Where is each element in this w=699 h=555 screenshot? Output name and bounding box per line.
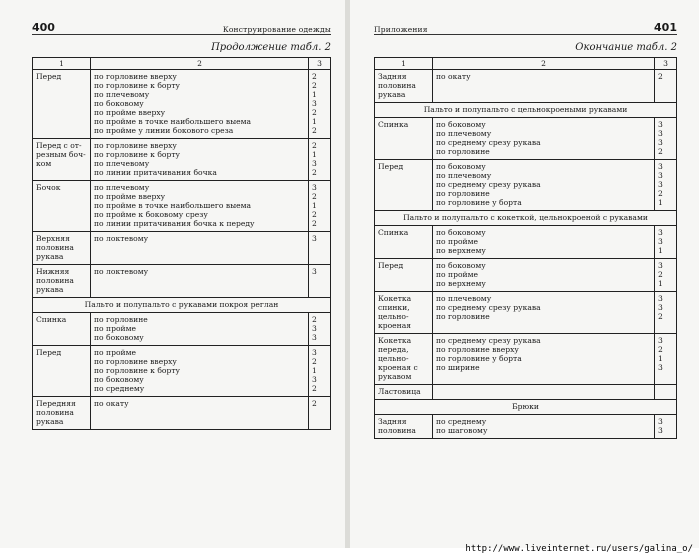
cut-name: по плечевому bbox=[436, 171, 492, 180]
cut-value: 2 bbox=[658, 345, 663, 354]
left-table-continuation: Продолжение табл. 2 bbox=[211, 42, 331, 53]
table-row bbox=[33, 397, 331, 430]
cut-value: 3 bbox=[658, 171, 663, 180]
cut-name: по пройме вверху bbox=[94, 108, 166, 117]
right-col-header-2: 2 bbox=[433, 58, 655, 70]
cut-name: по горловине вверху bbox=[436, 345, 519, 354]
cut-name: по горловине вверху bbox=[94, 141, 177, 150]
cut-name: по шаговому bbox=[436, 426, 488, 435]
table-row bbox=[375, 292, 677, 334]
cut-list bbox=[433, 385, 655, 400]
left-running-head bbox=[32, 20, 331, 35]
cut-name: по горловине bbox=[436, 312, 490, 321]
value-list bbox=[655, 259, 677, 292]
right-table-body bbox=[375, 70, 677, 439]
cut-value: 2 bbox=[312, 384, 317, 393]
cut-value: 3 bbox=[658, 363, 663, 372]
cut-list bbox=[91, 181, 309, 232]
section-title: Пальто и полупальто с рукавами покроя реглан bbox=[33, 298, 331, 313]
cut-value: 2 bbox=[312, 81, 317, 90]
cut-name: по плечевому bbox=[94, 90, 150, 99]
garment-part: Спинка bbox=[33, 313, 91, 346]
cut-name: по горловине вверху bbox=[94, 72, 177, 81]
garment-part: Спинка bbox=[375, 226, 433, 259]
garment-part: Бочок bbox=[33, 181, 91, 232]
table-section-row bbox=[375, 211, 677, 226]
cut-value: 3 bbox=[312, 267, 317, 276]
cut-name: по окату bbox=[436, 72, 471, 81]
value-list bbox=[309, 346, 331, 397]
cut-value: 2 bbox=[312, 168, 317, 177]
cut-value: 3 bbox=[658, 237, 663, 246]
value-list bbox=[655, 292, 677, 334]
table-row bbox=[33, 346, 331, 397]
cut-name: по горловине к борту bbox=[94, 81, 180, 90]
cut-value: 2 bbox=[312, 357, 317, 366]
cut-value: 1 bbox=[658, 246, 663, 255]
cut-value: 1 bbox=[312, 201, 317, 210]
right-page-number: 401 bbox=[654, 21, 677, 34]
value-list bbox=[309, 70, 331, 139]
cut-value: 3 bbox=[658, 261, 663, 270]
cut-name: по плечевому bbox=[436, 294, 492, 303]
cut-name: по горловине bbox=[436, 189, 490, 198]
cut-name: по среднему срезу рукава bbox=[436, 303, 541, 312]
value-list bbox=[309, 232, 331, 265]
cut-name: по среднему bbox=[436, 417, 487, 426]
cut-list bbox=[433, 160, 655, 211]
garment-part: Спинка bbox=[375, 118, 433, 160]
right-running-title: Приложения bbox=[374, 25, 428, 34]
cut-name: по боковому bbox=[94, 99, 144, 108]
cut-name: по верхнему bbox=[436, 279, 486, 288]
cut-name: по боковому bbox=[94, 375, 144, 384]
cut-name: по плечевому bbox=[436, 129, 492, 138]
cut-value: 1 bbox=[658, 198, 663, 207]
cut-name: по пройме bbox=[436, 237, 479, 246]
cut-value: 2 bbox=[312, 399, 317, 408]
garment-part: Ластовица bbox=[375, 385, 433, 400]
table-row bbox=[375, 118, 677, 160]
garment-part: Верхняя половина рукава bbox=[33, 232, 91, 265]
cut-name: по боковому bbox=[94, 333, 144, 342]
left-page bbox=[0, 0, 345, 548]
left-col-header-2: 2 bbox=[91, 58, 309, 70]
garment-part: Задняя половина рукава bbox=[375, 70, 433, 103]
cut-name: по горловине bbox=[94, 315, 148, 324]
cut-value: 2 bbox=[312, 72, 317, 81]
garment-part: Нижняя половина рукава bbox=[33, 265, 91, 298]
cut-value: 2 bbox=[312, 315, 317, 324]
cut-value: 2 bbox=[312, 219, 317, 228]
cut-name: по горловине к борту bbox=[94, 366, 180, 375]
cut-value: 3 bbox=[658, 336, 663, 345]
cut-name: по плечевому bbox=[94, 159, 150, 168]
value-list bbox=[655, 385, 677, 400]
cut-value: 3 bbox=[312, 375, 317, 384]
table-row bbox=[33, 181, 331, 232]
right-table-continuation: Окончание табл. 2 bbox=[575, 42, 677, 53]
cut-name: по верхнему bbox=[436, 246, 486, 255]
table-row bbox=[33, 313, 331, 346]
table-row bbox=[375, 226, 677, 259]
table-row bbox=[375, 385, 677, 400]
cut-value: 3 bbox=[658, 120, 663, 129]
cut-name: по горловине bbox=[436, 147, 490, 156]
cut-value: 2 bbox=[658, 312, 663, 321]
cut-value: 3 bbox=[658, 294, 663, 303]
garment-part: Задняя половина bbox=[375, 415, 433, 439]
value-list bbox=[309, 265, 331, 298]
right-col-header-3: 3 bbox=[655, 58, 677, 70]
cut-list bbox=[91, 313, 309, 346]
table-row bbox=[375, 70, 677, 103]
cut-name: по боковому bbox=[436, 162, 486, 171]
cut-value: 2 bbox=[312, 192, 317, 201]
cut-value: 3 bbox=[658, 303, 663, 312]
cut-name: по среднему bbox=[94, 384, 145, 393]
table-row bbox=[33, 139, 331, 181]
value-list bbox=[655, 160, 677, 211]
section-title: Пальто и полупальто с кокеткой, цельнокроеной с рукавами bbox=[375, 211, 677, 226]
left-table-header-row bbox=[33, 58, 331, 70]
cut-name: по горловине у борта bbox=[436, 198, 522, 207]
cut-value: 2 bbox=[658, 72, 663, 81]
value-list bbox=[309, 181, 331, 232]
cut-list bbox=[91, 265, 309, 298]
cut-name: по среднему срезу рукава bbox=[436, 336, 541, 345]
table-row bbox=[375, 334, 677, 385]
cut-list bbox=[433, 334, 655, 385]
cut-list bbox=[433, 226, 655, 259]
table-row bbox=[375, 259, 677, 292]
cut-list bbox=[433, 70, 655, 103]
cut-name: по боковому bbox=[436, 228, 486, 237]
cut-value: 3 bbox=[312, 183, 317, 192]
cut-name: по горловине к борту bbox=[94, 150, 180, 159]
left-col-header-1: 1 bbox=[33, 58, 91, 70]
value-list bbox=[655, 226, 677, 259]
cut-name: по среднему срезу рукава bbox=[436, 138, 541, 147]
cut-name: по пройме bbox=[94, 348, 137, 357]
cut-value: 3 bbox=[658, 138, 663, 147]
cut-name: по боковому bbox=[436, 120, 486, 129]
cut-value: 2 bbox=[312, 108, 317, 117]
cut-value: 3 bbox=[658, 162, 663, 171]
value-list bbox=[309, 139, 331, 181]
right-page bbox=[350, 0, 699, 548]
cut-name: по плечевому bbox=[94, 183, 150, 192]
cut-name: по локтевому bbox=[94, 267, 149, 276]
cut-name: по горловине у борта bbox=[436, 354, 522, 363]
cut-name: по пройме в точке наибольшего выема bbox=[94, 117, 252, 126]
cut-value: 1 bbox=[658, 279, 663, 288]
garment-part: Перед bbox=[33, 70, 91, 139]
cut-value: 1 bbox=[312, 117, 317, 126]
cut-name: по локтевому bbox=[94, 234, 149, 243]
cut-value: 3 bbox=[312, 99, 317, 108]
left-table-body bbox=[33, 70, 331, 430]
cut-name: по горловине вверху bbox=[94, 357, 177, 366]
cut-name: по окату bbox=[94, 399, 129, 408]
cut-value: 3 bbox=[658, 417, 663, 426]
cut-list bbox=[433, 415, 655, 439]
cut-value: 1 bbox=[658, 354, 663, 363]
table-row bbox=[33, 232, 331, 265]
right-table bbox=[374, 57, 677, 439]
value-list bbox=[655, 118, 677, 160]
cut-name: по пройме в точке наибольшего выема bbox=[94, 201, 252, 210]
cut-name: по пройме bbox=[94, 324, 137, 333]
right-running-head bbox=[374, 20, 677, 35]
cut-value: 2 bbox=[658, 189, 663, 198]
value-list bbox=[655, 70, 677, 103]
cut-list bbox=[433, 259, 655, 292]
cut-name: по линии притачивания бочка к переду bbox=[94, 219, 255, 228]
cut-name: по боковому bbox=[436, 261, 486, 270]
cut-name: по линии притачивания бочка bbox=[94, 168, 217, 177]
cut-name: по пройме к боковому срезу bbox=[94, 210, 208, 219]
cut-list bbox=[91, 397, 309, 430]
left-table bbox=[32, 57, 331, 430]
table-row bbox=[375, 160, 677, 211]
table-section-row bbox=[33, 298, 331, 313]
garment-part: Кокетка переда, цельнокроеная с рукавом bbox=[375, 334, 433, 385]
cut-name: по пройме вверху bbox=[94, 192, 166, 201]
cut-value: 3 bbox=[658, 426, 663, 435]
garment-part: Перед с отрезным бочком bbox=[33, 139, 91, 181]
garment-part: Перед bbox=[375, 259, 433, 292]
garment-part: Перед bbox=[33, 346, 91, 397]
cut-name: по пройме у линии бокового среза bbox=[94, 126, 234, 135]
cut-value: 2 bbox=[312, 141, 317, 150]
footer-url[interactable]: http://www.liveinternet.ru/users/galina_o/ bbox=[465, 544, 693, 554]
cut-value: 3 bbox=[312, 333, 317, 342]
cut-value: 1 bbox=[312, 90, 317, 99]
garment-part: Перед bbox=[375, 160, 433, 211]
left-running-title: Конструирование одежды bbox=[222, 25, 331, 34]
cut-list bbox=[91, 232, 309, 265]
right-table-header-row bbox=[375, 58, 677, 70]
value-list bbox=[309, 397, 331, 430]
cut-list bbox=[91, 346, 309, 397]
section-title: Пальто и полупальто с цельнокроеными рукавами bbox=[375, 103, 677, 118]
table-row bbox=[375, 415, 677, 439]
cut-list bbox=[433, 292, 655, 334]
cut-list bbox=[91, 139, 309, 181]
left-page-number: 400 bbox=[32, 21, 55, 34]
table-section-row bbox=[375, 400, 677, 415]
cut-value: 2 bbox=[312, 126, 317, 135]
garment-part: Передняя половина рукава bbox=[33, 397, 91, 430]
cut-name: по пройме bbox=[436, 270, 479, 279]
cut-value: 3 bbox=[658, 228, 663, 237]
left-col-header-3: 3 bbox=[309, 58, 331, 70]
cut-value: 3 bbox=[312, 324, 317, 333]
garment-part: Кокетка спинки, цельнокроеная bbox=[375, 292, 433, 334]
cut-name: по ширине bbox=[436, 363, 480, 372]
table-row bbox=[33, 70, 331, 139]
cut-value: 3 bbox=[312, 159, 317, 168]
cut-value: 2 bbox=[312, 210, 317, 219]
value-list bbox=[655, 334, 677, 385]
value-list bbox=[655, 415, 677, 439]
cut-name: по среднему срезу рукава bbox=[436, 180, 541, 189]
value-list bbox=[309, 313, 331, 346]
right-col-header-1: 1 bbox=[375, 58, 433, 70]
cut-value: 1 bbox=[312, 150, 317, 159]
cut-list bbox=[433, 118, 655, 160]
cut-value: 2 bbox=[658, 147, 663, 156]
table-row bbox=[33, 265, 331, 298]
cut-value: 3 bbox=[658, 129, 663, 138]
cut-value: 3 bbox=[658, 180, 663, 189]
cut-value: 1 bbox=[312, 366, 317, 375]
table-section-row bbox=[375, 103, 677, 118]
cut-value: 3 bbox=[312, 234, 317, 243]
cut-value: 3 bbox=[312, 348, 317, 357]
cut-value: 2 bbox=[658, 270, 663, 279]
cut-list bbox=[91, 70, 309, 139]
section-title: Брюки bbox=[375, 400, 677, 415]
